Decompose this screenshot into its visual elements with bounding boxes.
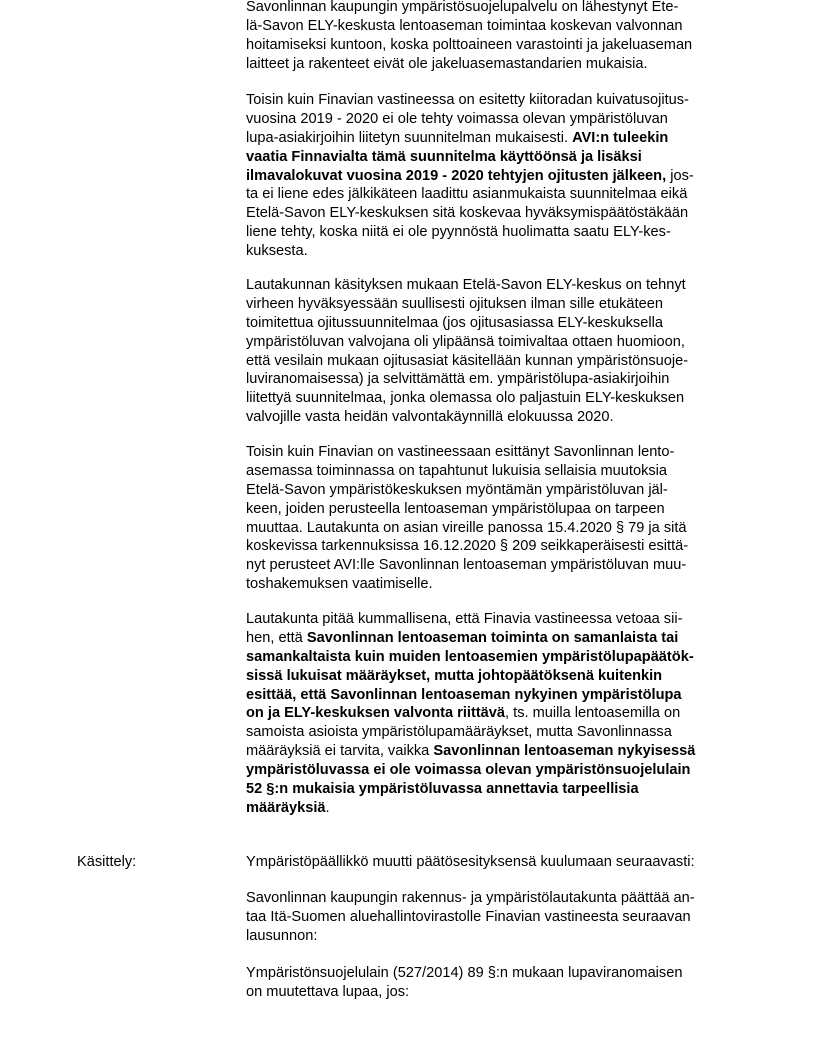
bold-text-segment: Savonlinnan lentoaseman toiminta on samanlaista tai <box>306 629 679 646</box>
text-line <box>246 629 746 648</box>
text-segment: virheen hyväksyessään suullisesti ojituksen ilman sille etukäteen <box>246 295 663 312</box>
text-segment: keen, joiden perusteella lentoaseman ympäristölupaa on tarpeen <box>246 500 665 517</box>
text-line <box>246 370 746 389</box>
bold-text-segment: Savonlinnan lentoaseman nykyisessä <box>433 743 696 760</box>
text-line <box>246 799 746 818</box>
text-segment: . <box>325 799 330 816</box>
paragraph-drainage-plan <box>246 91 746 261</box>
text-segment: taa Itä-Suomen aluehallintovirastolle Finavian vastineesta seuraavan <box>246 908 691 925</box>
bold-text-segment: AVI:n tuleekin <box>572 129 669 146</box>
paragraph-board-decision <box>246 889 746 946</box>
text-segment: liitettyä suunnitelmaa, jonka olemassa olo paljastuin ELY-keskuksen <box>246 390 685 407</box>
text-line <box>246 537 746 556</box>
text-segment: Lautakunta pitää kummallisena, että Finavia vastineessa vetoaa sii- <box>246 611 683 627</box>
text-segment: on muutettava lupaa, jos: <box>246 983 410 1000</box>
text-line <box>246 556 746 575</box>
text-segment: samoista asioista ympäristölupamääräykset, mutta Savonlinnassa <box>246 724 672 741</box>
text-segment: laitteet ja rakenteet eivät ole jakeluasemastandarien mukaisia. <box>246 55 648 72</box>
bold-text-segment: sissä lukuisat määräykset, mutta johtopäätöksenä kuitenkin <box>246 667 663 684</box>
text-line <box>246 223 746 242</box>
text-line <box>246 686 746 705</box>
text-segment: asemassa toiminnassa on tapahtunut lukuisia sellaisia muutoksia <box>246 462 668 479</box>
paragraph-ely-error <box>246 276 746 427</box>
text-line <box>246 780 746 799</box>
bold-text-segment: samankaltaista kuin muiden lentoasemien ympäristölupapäätök- <box>246 648 694 665</box>
text-line <box>246 91 746 110</box>
text-segment: toimitettua ojitussuunnitelmaa (jos ojitusasiassa ELY-keskuksella <box>246 314 663 331</box>
text-line <box>246 667 746 686</box>
text-line <box>246 927 746 946</box>
text-line <box>246 853 746 872</box>
text-line <box>246 481 746 500</box>
text-segment: toshakemuksen vaatimiselle. <box>246 576 433 593</box>
text-line <box>246 333 746 352</box>
text-segment: Savonlinnan kaupungin rakennus- ja ympäristölautakunta päättää an- <box>246 890 695 906</box>
text-line <box>246 129 746 148</box>
text-segment: vuosina 2019 - 2020 ei ole tehty voimassa olevan ympäristöluvan <box>246 110 668 127</box>
text-segment: ympäristöluvan valvojana oli ylipäänsä toimivaltaa ottaen huomioon, <box>246 333 685 350</box>
text-segment: Etelä-Savon ELY-keskuksen sitä koskevaa hyväksymispäätöstäkään <box>246 205 689 222</box>
text-line <box>246 389 746 408</box>
paragraph-board-opinion <box>246 610 746 818</box>
paragraph-law-reference <box>246 964 746 1002</box>
bold-text-segment: on ja ELY-keskuksen valvonta riittävä <box>246 705 506 722</box>
bold-text-segment: esittää, että Savonlinnan lentoaseman nykyinen ympäristölupa <box>246 686 682 703</box>
text-line <box>246 352 746 371</box>
text-segment: Ympäristöpäällikkö muutti päätösesityksensä kuulumaan seuraavasti: <box>246 854 695 870</box>
text-segment: jos- <box>666 167 694 184</box>
text-line <box>246 443 746 462</box>
text-segment: Ympäristönsuojelulain (527/2014) 89 §:n mukaan lupaviranomaisen <box>246 965 683 981</box>
text-line <box>246 761 746 780</box>
bold-text-segment: 52 §:n mukaisia ympäristöluvassa annettavia tarpeellisia <box>246 781 639 798</box>
text-segment: , ts. muilla lentoasemilla on <box>505 705 681 722</box>
text-line <box>246 204 746 223</box>
text-segment: hoitamiseksi kuntoon, koska polttoaineen varastointi ja jakeluaseman <box>246 36 693 53</box>
text-line <box>246 167 746 186</box>
text-line <box>246 185 746 204</box>
text-segment: luviranomaisessa) ja selvittämättä em. ympäristölupa-asiakirjoihin <box>246 371 670 388</box>
text-line <box>246 648 746 667</box>
text-line <box>246 0 746 17</box>
text-segment: että vesilain mukaan ojitusasiat käsitellään kunnan ympäristönsuoje- <box>246 352 689 369</box>
text-segment: nyt perusteet AVI:lle Savonlinnan lentoaseman ympäristöluvan muu- <box>246 557 687 574</box>
paragraph-ely-request <box>246 0 746 74</box>
text-segment: lä-Savon ELY-keskusta lentoaseman toimintaa koskevan valvonnan <box>246 17 683 34</box>
text-segment: liene tehty, koska niitä ei ole pyynnöstä huolimatta saatu ELY-kes- <box>246 224 671 241</box>
bold-text-segment: määräyksiä <box>246 799 326 816</box>
paragraph-decision-proposal <box>246 853 746 872</box>
text-line <box>246 462 746 481</box>
text-segment: ta ei liene edes jälkikäteen laadittu asianmukaista suunnitelmaa eikä <box>246 186 688 203</box>
side-label-kasittely: Käsittely: <box>77 854 137 870</box>
text-segment: Savonlinnan kaupungin ympäristösuojelupalvelu on lähestynyt Ete- <box>246 0 679 15</box>
text-segment: lupa-asiakirjoihin liitetyn suunnitelman mukaisesti. <box>246 129 573 146</box>
text-line <box>246 55 746 74</box>
text-line <box>246 610 746 629</box>
bold-text-segment: ympäristöluvassa ei ole voimassa olevan ympäristönsuojelulain <box>246 762 691 779</box>
text-line <box>246 908 746 927</box>
text-segment: Toisin kuin Finavian vastineessa on esitetty kiitoradan kuivatusojitus- <box>246 92 689 108</box>
text-line <box>246 242 746 261</box>
text-line <box>246 704 746 723</box>
text-segment: valvojille vasta heidän valvontakäynnillä elokuussa 2020. <box>246 409 614 426</box>
text-line <box>246 17 746 36</box>
bold-text-segment: vaatia Finnavialta tämä suunnitelma käyttöönsä ja lisäksi <box>246 148 642 165</box>
bold-text-segment: ilmavalokuvat vuosina 2019 - 2020 tehtyjen ojitusten jälkeen, <box>246 167 667 184</box>
text-line <box>246 314 746 333</box>
text-segment: kuksesta. <box>246 243 308 260</box>
text-line <box>246 964 746 983</box>
text-line <box>246 723 746 742</box>
text-line <box>246 500 746 519</box>
text-line <box>246 110 746 129</box>
paragraph-airport-changes <box>246 443 746 594</box>
text-line <box>246 408 746 427</box>
text-line <box>246 575 746 594</box>
text-segment: Toisin kuin Finavian on vastineessaan esittänyt Savonlinnan lento- <box>246 444 675 460</box>
text-line <box>246 148 746 167</box>
text-line <box>246 889 746 908</box>
text-line <box>246 276 746 295</box>
text-segment: muuttaa. Lautakunta on asian vireille panossa 15.4.2020 § 79 ja sitä <box>246 519 687 536</box>
text-segment: Lautakunnan käsityksen mukaan Etelä-Savon ELY-keskus on tehnyt <box>246 277 686 293</box>
text-line <box>246 519 746 538</box>
text-segment: koskevissa tarkennuksissa 16.12.2020 § 209 seikkaperäisesti esittä- <box>246 538 689 555</box>
text-line <box>246 295 746 314</box>
text-line <box>246 36 746 55</box>
text-line <box>246 742 746 761</box>
text-segment: määräyksiä ei tarvita, vaikka <box>246 743 434 760</box>
text-line <box>246 983 746 1002</box>
text-segment: Etelä-Savon ympäristökeskuksen myöntämän ympäristöluvan jäl- <box>246 481 668 498</box>
text-segment: lausunnon: <box>246 927 318 944</box>
text-segment: hen, että <box>246 629 307 646</box>
